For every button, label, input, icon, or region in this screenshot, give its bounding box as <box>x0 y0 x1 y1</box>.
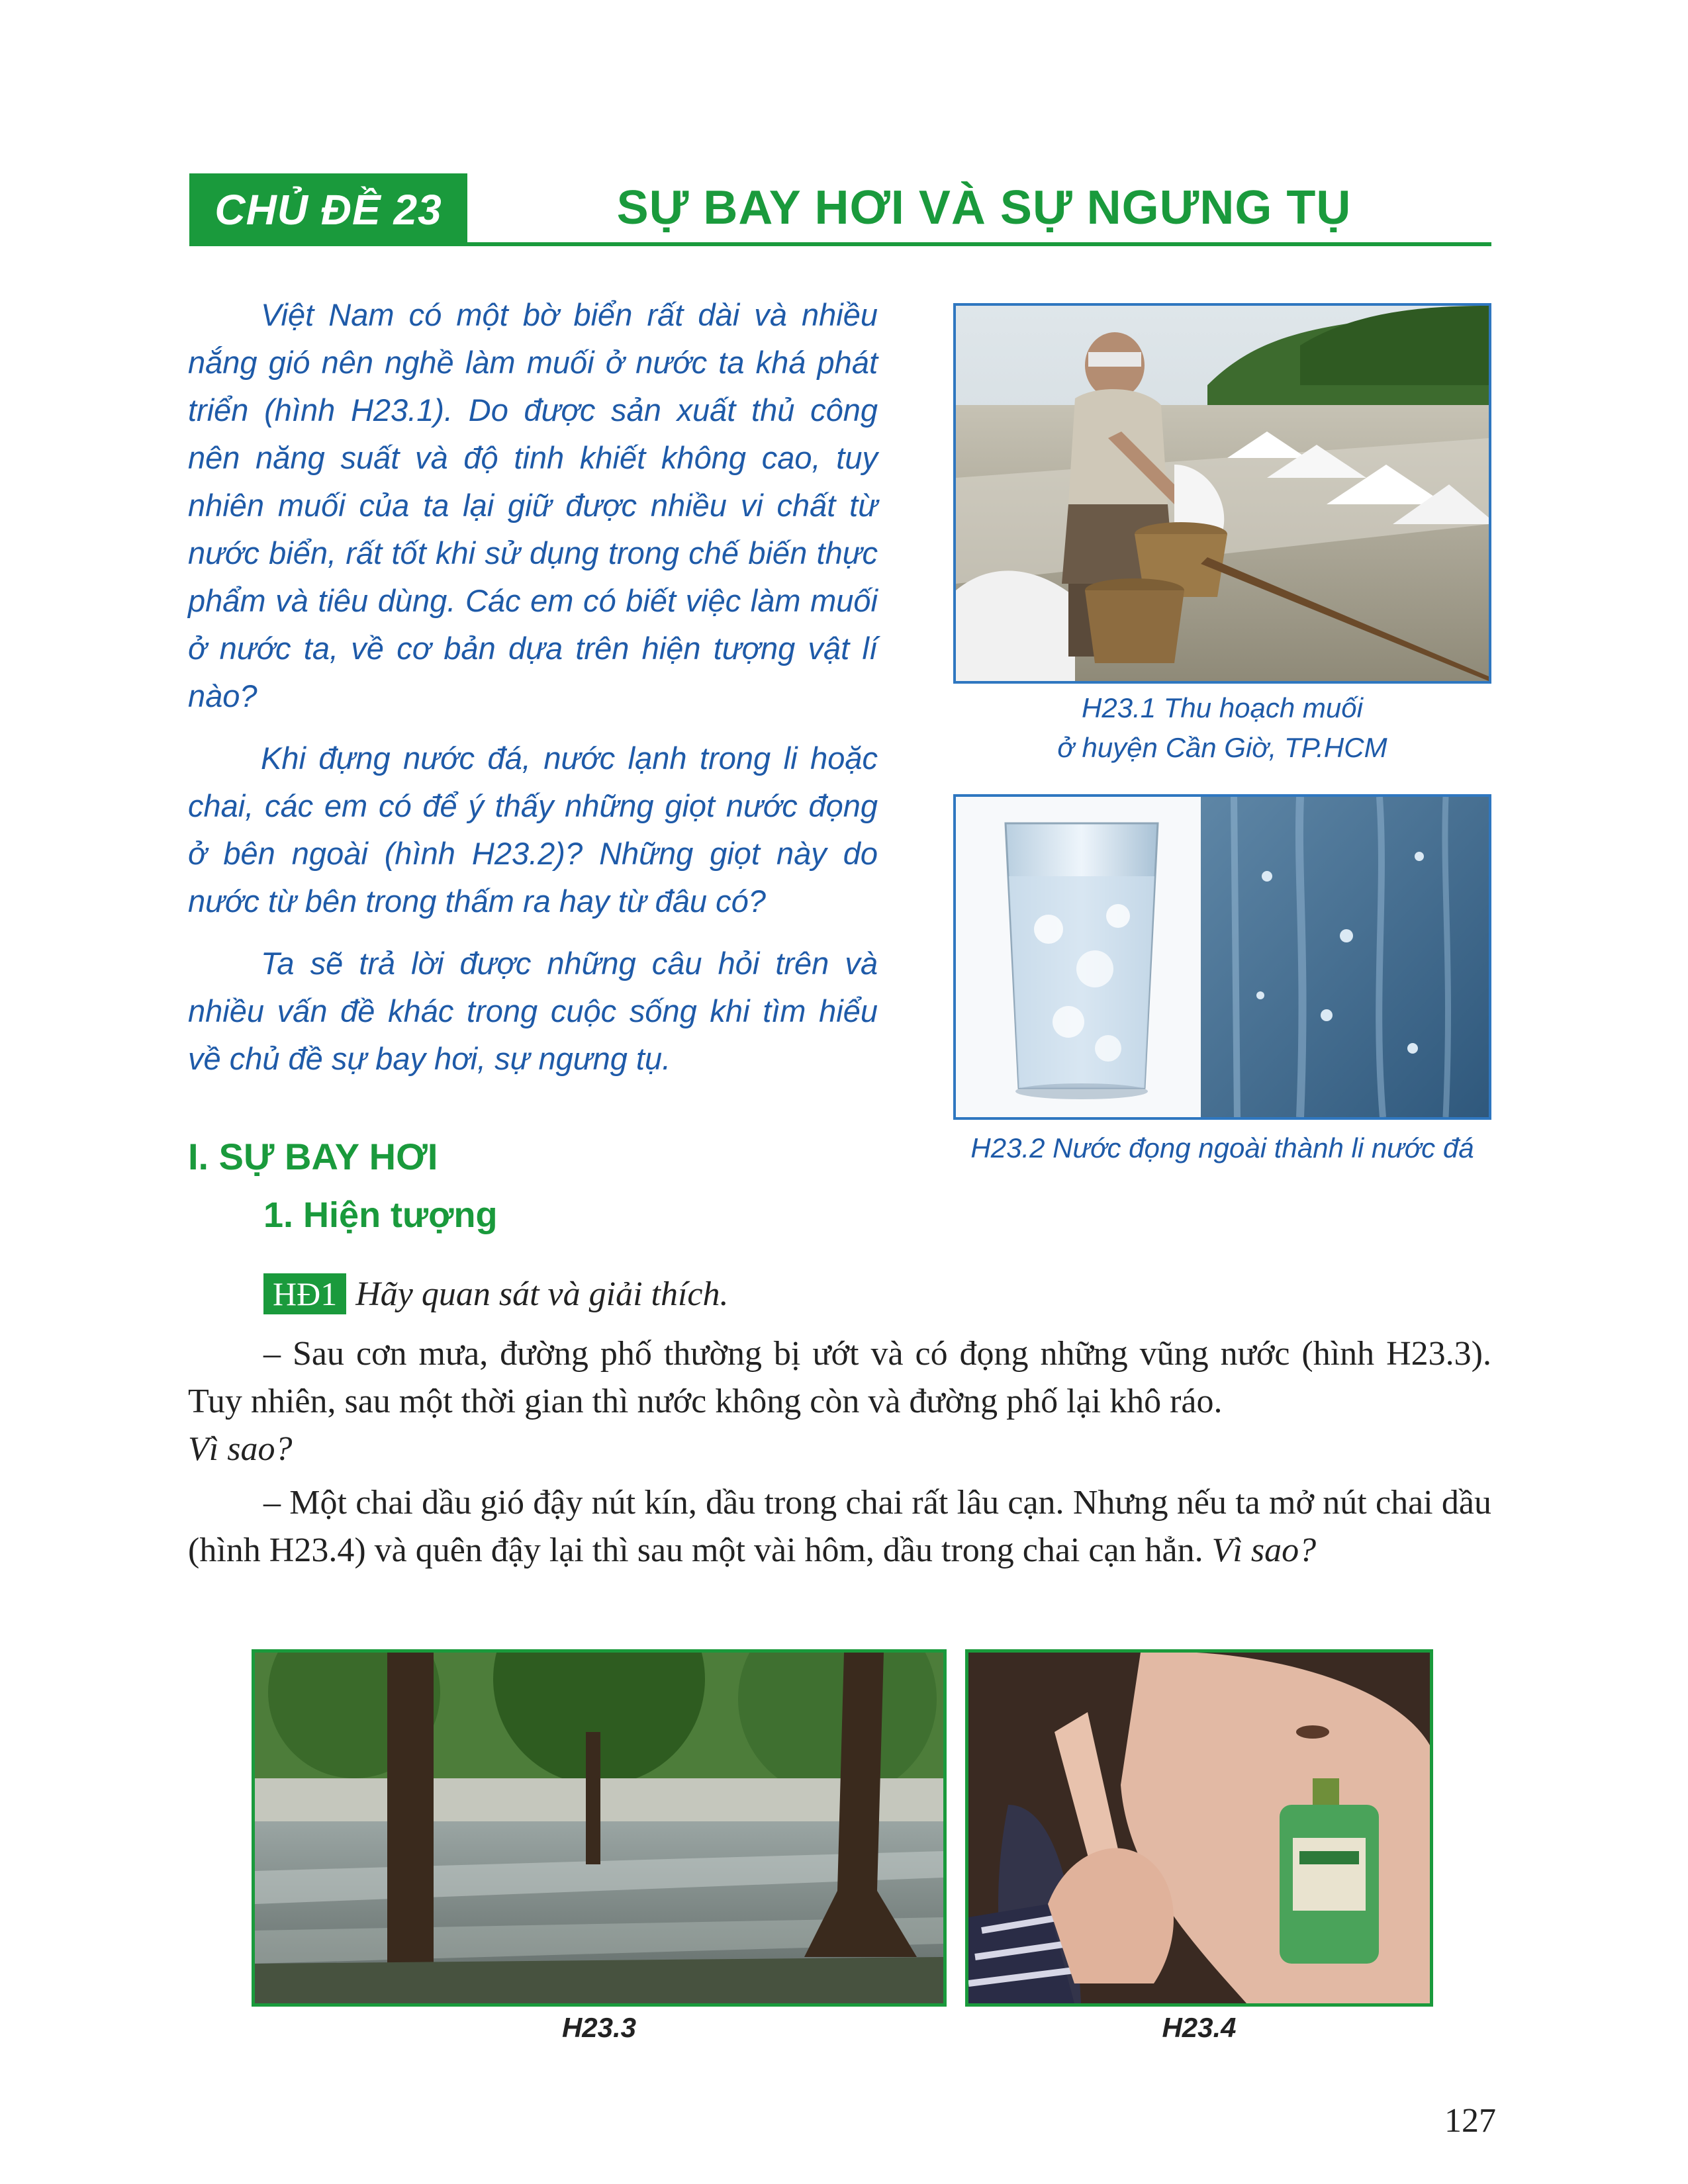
rainy-street-photo <box>252 1649 947 2007</box>
section-heading: I. SỰ BAY HƠI <box>188 1136 438 1177</box>
oil-bottle-illustration <box>968 1653 1430 2003</box>
topic-badge-label: CHỦ ĐỀ 23 <box>214 186 442 234</box>
condensation-illustration <box>956 797 1489 1117</box>
paragraph-text: – Sau cơn mưa, đường phố thường bị ướt và có đọng những vũng nước (hình H23.3). Tuy nhiên, sau một thời gian thì nước không còn và đường phố lại khô ráo. <box>188 1335 1491 1420</box>
question-text: Vì sao? <box>188 1430 293 1468</box>
salt-harvest-illustration <box>956 306 1489 681</box>
subsection-heading: 1. Hiện tượng <box>263 1195 498 1235</box>
figure-caption-h23-4: H23.4 <box>1162 2012 1237 2043</box>
paragraph-text: – Một chai dầu gió đậy nút kín, dầu trong chai rất lâu cạn. Nhưng nếu ta mở nút chai dầu (hình H23.4) và quên đậy lại thì sau một vài hôm, dầu trong chai cạn hẳn. <box>188 1484 1491 1569</box>
body-paragraph-2 <box>188 1479 1491 1574</box>
caption-line: ở huyện Cần Giờ, TP.HCM <box>1057 732 1387 763</box>
ice-glass-photo <box>953 794 1491 1120</box>
question-text: Vì sao? <box>1211 1531 1317 1569</box>
rainy-street-illustration <box>255 1653 943 2003</box>
intro-paragraph-2: Khi đựng nước đá, nước lạnh trong li hoặc chai, các em có để ý thấy những giọt nước đọng ở bên ngoài (hình H23.2)? Những giọt này do nước từ bên trong thấm ra hay từ đâu có? <box>188 741 878 919</box>
figure-caption-h23-2: H23.2 Nước đọng ngoài thành li nước đá <box>970 1132 1474 1163</box>
intro-paragraph-1: Việt Nam có một bờ biển rất dài và nhiều nắng gió nên nghề làm muối ở nước ta khá phát triển (hình H23.1). Do được sản xuất thủ công nên năng suất và độ tinh khiết không cao, tuy nhiên muối của ta lại giữ được nhiều vi chất từ nước biển, rất tốt khi sử dụng trong chế biến thực phẩm và tiêu dùng. Các em có biết việc làm muối ở nước ta, về cơ bản dựa trên hiện tượng vật lí nào? <box>188 297 878 713</box>
header-divider <box>189 242 1491 246</box>
topic-badge <box>189 173 467 246</box>
body-paragraph-1 <box>188 1330 1491 1473</box>
oil-bottle-photo <box>965 1649 1433 2007</box>
page-number: 127 <box>1444 2102 1496 2140</box>
figure-caption-h23-3: H23.3 <box>561 2012 637 2043</box>
intro-paragraph-3: Ta sẽ trả lời được những câu hỏi trên và nhiều vấn đề khác trong cuộc sống khi tìm hiểu về chủ đề sự bay hơi, sự ngưng tụ. <box>188 946 878 1076</box>
activity-prompt <box>263 1271 1491 1318</box>
activity-badge: HĐ1 <box>263 1273 346 1314</box>
activity-instruction: Hãy quan sát và giải thích. <box>355 1275 729 1313</box>
page-title: SỰ BAY HƠI VÀ SỰ NGƯNG TỤ <box>616 181 1352 234</box>
salt-harvest-photo <box>953 303 1491 684</box>
figure-caption-h23-1 <box>953 688 1491 768</box>
caption-line: H23.1 Thu hoạch muối <box>1082 692 1363 723</box>
